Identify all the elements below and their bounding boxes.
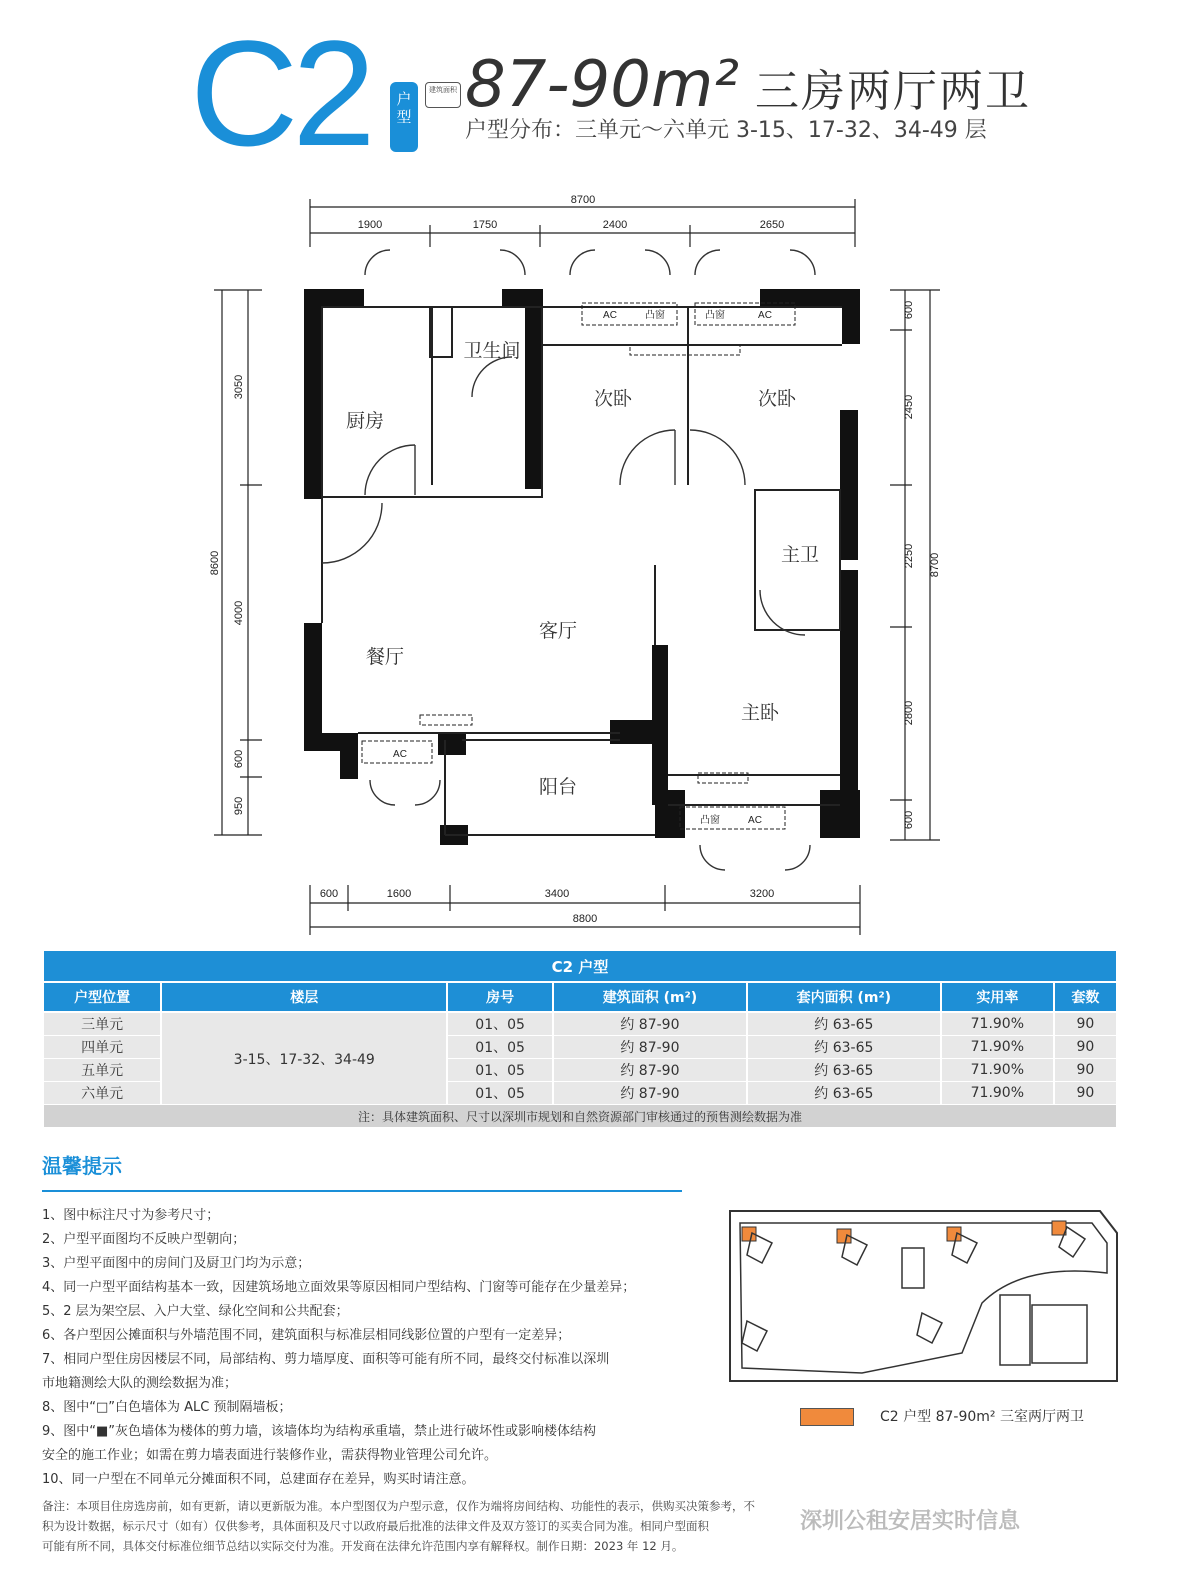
dim-right: 600	[903, 810, 915, 830]
dim-left: 3050	[233, 374, 245, 400]
cell-room: 01、05	[447, 1036, 553, 1059]
tip-item: 1、图中标注尺寸为参考尺寸；	[42, 1208, 220, 1223]
cell-room: 01、05	[447, 1012, 553, 1036]
ac-label: AC	[758, 310, 772, 321]
dim-bottom: 600	[319, 888, 339, 900]
unit-code: C2	[190, 9, 370, 177]
watermark: 深圳公租安居实时信息	[800, 1509, 1021, 1534]
room-master-bathroom: 主卫	[780, 544, 820, 566]
cell-net: 约 63-65	[747, 1059, 941, 1082]
tip-item: 9、图中“■”灰色墙体为楼体的剪力墙，该墙体均为结构承重墙，禁止进行破坏性或影响楼体结构	[42, 1424, 597, 1439]
dim-bottom-total: 8800	[572, 913, 598, 925]
tip-item: 10、同一户型在不同单元分摊面积不同，总建面存在差异，购买时请注意。	[42, 1472, 475, 1487]
bay-window-label: 凸窗	[645, 310, 665, 321]
dim-left: 950	[233, 796, 245, 816]
unit-distribution: 户型分布：三单元～六单元 3-15、17-32、34-49 层	[465, 118, 987, 143]
cell-unit: 五单元	[43, 1059, 161, 1082]
ac-label: AC	[393, 749, 407, 760]
cell-count: 90	[1054, 1059, 1117, 1082]
dim-right-total: 8700	[929, 552, 941, 578]
tips-title: 温馨提示	[42, 1154, 122, 1178]
tip-item: 5、2 层为架空层、入户大堂、绿化空间和公共配套；	[42, 1304, 349, 1319]
room-second-bedroom: 次卧	[593, 388, 633, 410]
footer-line: 积为设计数据，标示尺寸（如有）仅供参考，具体面积及尺寸以政府最后批准的法律文件及双方签订的买卖合同为准。相同户型面积	[42, 1519, 709, 1533]
cell-gross: 约 87-90	[553, 1036, 747, 1059]
table-note: 注：具体建筑面积、尺寸以深圳市规划和自然资源部门审核通过的预售测绘数据为准	[43, 1105, 1117, 1128]
tip-item: 安全的施工作业；如需在剪力墙表面进行装修作业，需获得物业管理公司允许。	[42, 1448, 498, 1463]
footer-line: 可能有所不同，具体交付标准位细节总结以实际交付为准。开发商在法律允许范围内享有解释权。制作日期：2023 年 12 月。	[42, 1539, 684, 1553]
dim-bottom: 1600	[386, 888, 412, 900]
unit-rooms: 三房两厅两卫	[755, 66, 1031, 117]
col-header: 户型位置	[43, 982, 161, 1012]
floor-plan	[200, 185, 960, 945]
cell-ratio: 71.90%	[941, 1059, 1054, 1082]
cell-unit: 三单元	[43, 1012, 161, 1036]
cell-gross: 约 87-90	[553, 1059, 747, 1082]
dim-bottom: 3400	[544, 888, 570, 900]
dim-top: 1900	[357, 219, 383, 231]
site-map	[722, 1203, 1122, 1383]
tip-item: 8、图中“□”白色墙体为 ALC 预制隔墙板；	[42, 1400, 292, 1415]
col-header: 楼层	[161, 982, 447, 1012]
legend-swatch	[800, 1408, 854, 1426]
room-balcony: 阳台	[538, 776, 578, 798]
col-header: 套内面积 (m²)	[747, 982, 941, 1012]
cell-room: 01、05	[447, 1059, 553, 1082]
room-living: 客厅	[538, 620, 578, 642]
unit-spec-table	[42, 949, 1118, 1128]
unit-area: 87-90m²	[465, 48, 739, 122]
cell-ratio: 71.90%	[941, 1082, 1054, 1105]
dim-right: 600	[903, 300, 915, 320]
dim-right: 2800	[903, 700, 915, 726]
table-row	[43, 1012, 1117, 1036]
dim-left: 4000	[233, 600, 245, 626]
tip-item: 4、同一户型平面结构基本一致，因建筑场地立面效果等原因相同户型结构、门窗等可能存在少量差异；	[42, 1280, 636, 1295]
dim-top: 1750	[472, 219, 498, 231]
tip-item: 市地籍测绘大队的测绘数据为准；	[42, 1376, 238, 1391]
unit-type-tag: 户型	[390, 82, 418, 152]
tips-list	[42, 1204, 702, 1492]
dim-top: 2400	[602, 219, 628, 231]
cell-net: 约 63-65	[747, 1036, 941, 1059]
dim-left: 600	[233, 749, 245, 769]
legend-text: C2 户型 87-90m² 三室两厅两卫	[880, 1409, 1084, 1425]
cell-floors: 3-15、17-32、34-49	[161, 1012, 447, 1105]
ac-label: AC	[603, 310, 617, 321]
dim-right: 2250	[903, 543, 915, 569]
room-second-bedroom: 次卧	[757, 388, 797, 410]
cell-gross: 约 87-90	[553, 1082, 747, 1105]
dim-top: 2650	[759, 219, 785, 231]
dim-top-total: 8700	[570, 194, 596, 206]
dim-bottom: 3200	[749, 888, 775, 900]
area-badge: 建筑面积	[425, 82, 461, 108]
tip-item: 6、各户型因公摊面积与外墙范围不同，建筑面积与标准层相同线影位置的户型有一定差异；	[42, 1328, 571, 1343]
cell-ratio: 71.90%	[941, 1012, 1054, 1036]
tip-item: 7、相同户型住房因楼层不同，局部结构、剪力墙厚度、面积等可能有所不同，最终交付标准以深圳	[42, 1352, 610, 1367]
cell-ratio: 71.90%	[941, 1036, 1054, 1059]
tip-item: 3、户型平面图中的房间门及厨卫门均为示意；	[42, 1256, 311, 1271]
cell-gross: 约 87-90	[553, 1012, 747, 1036]
cell-net: 约 63-65	[747, 1082, 941, 1105]
col-header: 实用率	[941, 982, 1054, 1012]
tip-item: 2、户型平面图均不反映户型朝向；	[42, 1232, 246, 1247]
cell-count: 90	[1054, 1082, 1117, 1105]
room-kitchen: 厨房	[345, 410, 385, 432]
col-header: 套数	[1054, 982, 1117, 1012]
room-master-bedroom: 主卧	[740, 702, 780, 724]
cell-net: 约 63-65	[747, 1012, 941, 1036]
dim-left-total: 8600	[209, 550, 221, 576]
tips-divider	[42, 1190, 682, 1192]
dim-right: 2450	[903, 394, 915, 420]
cell-unit: 六单元	[43, 1082, 161, 1105]
room-bathroom: 卫生间	[463, 340, 521, 362]
cell-room: 01、05	[447, 1082, 553, 1105]
table-caption: C2 户型	[43, 950, 1117, 982]
cell-unit: 四单元	[43, 1036, 161, 1059]
ac-label: AC	[748, 815, 762, 826]
bay-window-label: 凸窗	[705, 310, 725, 321]
footer-line: 备注：本项目住房选房前，如有更新，请以更新版为准。本户型图仅为户型示意，仅作为端将房间结构、功能性的表示，供购买决策参考，不	[42, 1499, 755, 1513]
cell-count: 90	[1054, 1012, 1117, 1036]
room-dining: 餐厅	[365, 646, 405, 668]
bay-window-label: 凸窗	[700, 815, 720, 826]
col-header: 建筑面积 (m²)	[553, 982, 747, 1012]
col-header: 房号	[447, 982, 553, 1012]
cell-count: 90	[1054, 1036, 1117, 1059]
